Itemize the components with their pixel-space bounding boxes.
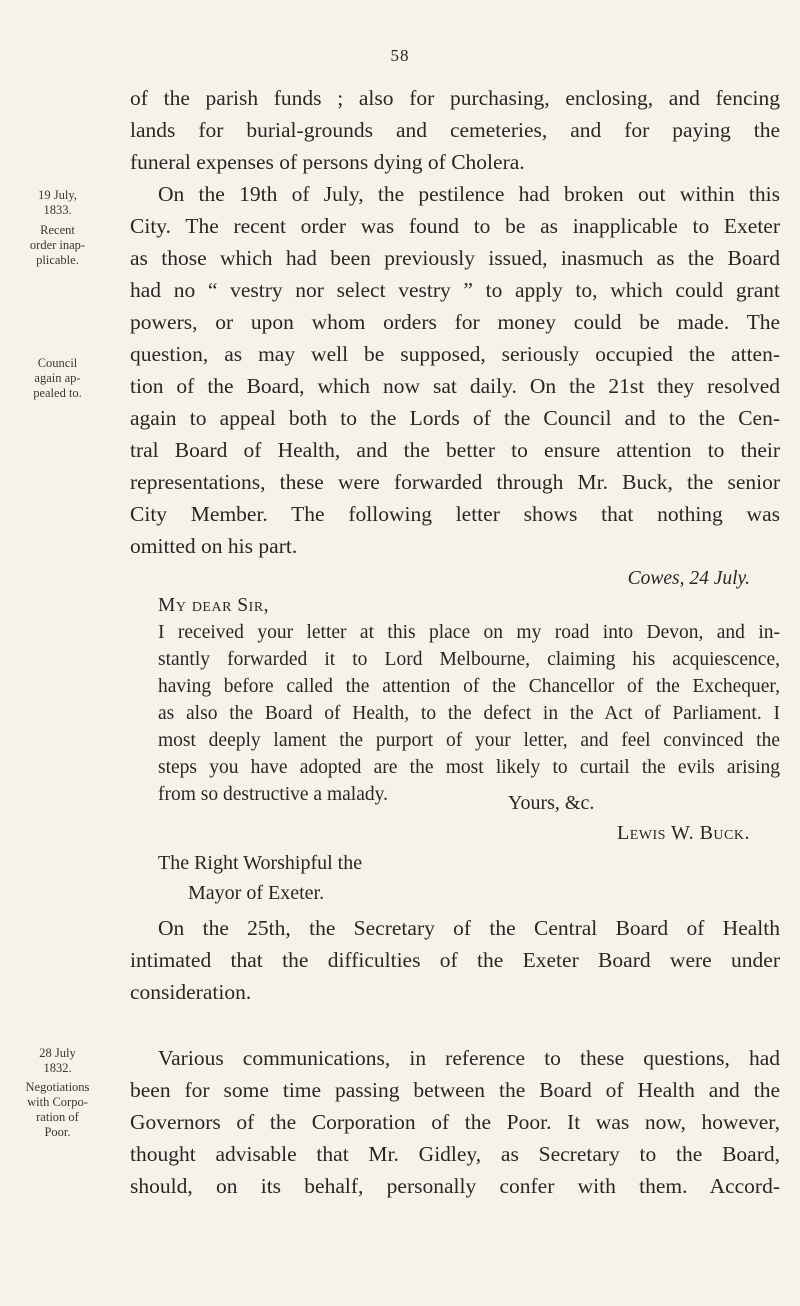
margin-note-line: 19 July, xyxy=(38,188,77,202)
margin-note-line: plicable. xyxy=(36,253,79,267)
letter-closing: Yours, &c. xyxy=(508,792,595,814)
text-line: question, as may well be supposed, seriously occupied the atten- xyxy=(130,342,780,366)
letter-line: I received your letter at this place on my road into Devon, and in- xyxy=(158,622,780,643)
text-line: Governors of the Corporation of the Poor. It was now, however, xyxy=(130,1110,780,1134)
margin-note-line: 1832. xyxy=(43,1061,72,1075)
letter xyxy=(130,565,780,808)
letter-dateline: Cowes, 24 July. xyxy=(627,568,750,589)
letter-line: steps you have adopted are the most likely to curtail the evils arising xyxy=(158,757,780,778)
letter-closing-block xyxy=(130,788,780,908)
text-line: tion of the Board, which now sat daily. On the 21st they resolved xyxy=(130,374,780,398)
paragraph-1 xyxy=(130,82,780,178)
text-line: of the parish funds ; also for purchasing, enclosing, and fencing xyxy=(130,86,780,110)
text-line: City Member. The following letter shows that nothing was xyxy=(130,502,780,526)
text-line: tral Board of Health, and the better to ensure attention to their xyxy=(130,438,780,462)
letter-line: as also the Board of Health, to the defect in the Act of Parliament. I xyxy=(158,703,780,724)
letter-signature: Lewis W. Buck. xyxy=(616,822,750,844)
margin-note-negotiations xyxy=(10,1080,105,1140)
text-line: thought advisable that Mr. Gidley, as Secretary to the Board, xyxy=(130,1142,780,1166)
text-line: again to appeal both to the Lords of the Council and to the Cen- xyxy=(130,406,780,430)
letter-line: from so destructive a malady. xyxy=(158,784,388,805)
margin-note-line: again ap- xyxy=(34,371,81,385)
letter-line: stantly forwarded it to Lord Melbourne, claiming his acquiescence, xyxy=(158,649,780,670)
letter-line: most deeply lament the purport of your letter, and feel convinced the xyxy=(158,730,780,751)
margin-note-date-1832 xyxy=(10,1046,105,1076)
text-line: intimated that the difficulties of the Exeter Board were under xyxy=(130,948,780,972)
paragraph-4 xyxy=(130,1042,780,1202)
text-line: had no “ vestry nor select vestry ” to apply to, which could grant xyxy=(130,278,780,302)
margin-note-line: Recent xyxy=(40,223,75,237)
text-line: City. The recent order was found to be as inapplicable to Exeter xyxy=(130,214,780,238)
margin-note-line: 1833. xyxy=(43,203,72,217)
text-line: powers, or upon whom orders for money could be made. The xyxy=(130,310,780,334)
text-line: lands for burial-grounds and cemeteries, and for paying the xyxy=(130,118,780,142)
margin-note-council xyxy=(10,356,105,401)
page-number: 58 xyxy=(390,46,410,65)
text-line: should, on its behalf, personally confer with them. Accord- xyxy=(130,1174,780,1198)
paragraph-2 xyxy=(130,178,780,562)
margin-note-line: Council xyxy=(37,356,78,370)
letter-salutation: My dear Sir, xyxy=(158,595,270,616)
margin-note-line: 28 July xyxy=(39,1046,76,1060)
text-line: consideration. xyxy=(130,980,252,1004)
text-line: funeral expenses of persons dying of Cholera. xyxy=(130,150,525,174)
text-line: representations, these were forwarded through Mr. Buck, the senior xyxy=(130,470,780,494)
margin-note-recent-order xyxy=(10,223,105,268)
text-line: omitted on his part. xyxy=(130,534,298,558)
text-line: Various communications, in reference to these questions, had xyxy=(158,1046,780,1070)
margin-note-line: Negotiations xyxy=(25,1080,90,1094)
text-line: On the 25th, the Secretary of the Central Board of Health xyxy=(158,916,780,940)
paragraph-3 xyxy=(130,912,780,1008)
margin-note-line: pealed to. xyxy=(33,386,82,400)
margin-note-line: Poor. xyxy=(44,1125,71,1139)
margin-note-date-1833 xyxy=(10,188,105,218)
text-line: as those which had been previously issued, inasmuch as the Board xyxy=(130,246,780,270)
letter-line: having before called the attention of the Chancellor of the Exchequer, xyxy=(158,676,780,697)
text-line: been for some time passing between the Board of Health and the xyxy=(130,1078,780,1102)
text-line: On the 19th of July, the pestilence had broken out within this xyxy=(158,182,780,206)
margin-note-line: ration of xyxy=(36,1110,79,1124)
margin-note-line: with Corpo- xyxy=(27,1095,88,1109)
letter-addressee: The Right Worshipful the xyxy=(158,852,363,874)
margin-note-line: order inap- xyxy=(29,238,86,252)
letter-addressee: Mayor of Exeter. xyxy=(188,882,325,904)
